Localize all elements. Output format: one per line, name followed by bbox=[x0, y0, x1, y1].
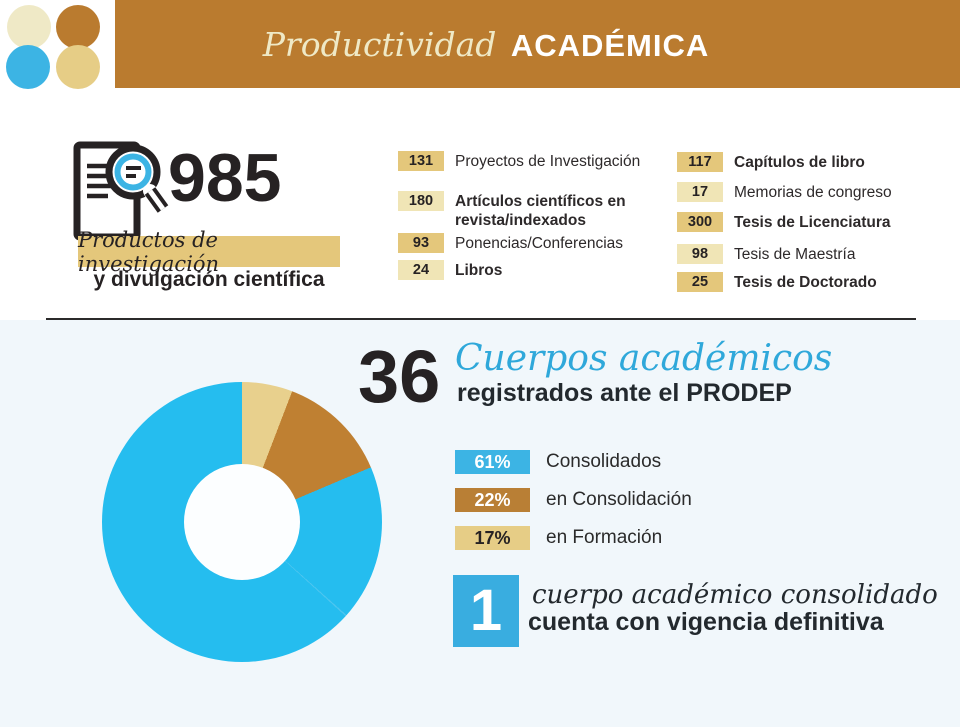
stat-row bbox=[398, 233, 623, 253]
header-banner bbox=[115, 0, 960, 88]
stat-value-badge: 131 bbox=[398, 151, 444, 171]
logo-circles bbox=[0, 0, 110, 95]
circle-brown bbox=[56, 5, 100, 49]
stat-row bbox=[677, 244, 855, 264]
research-caption-line2: y divulgación científica bbox=[93, 268, 325, 291]
stat-value-badge: 180 bbox=[398, 191, 444, 211]
highlight-line2: cuenta con vigencia definitiva bbox=[528, 608, 884, 636]
stat-value-badge: 25 bbox=[677, 272, 723, 292]
circle-tan bbox=[56, 45, 100, 89]
legend-pct-badge: 22% bbox=[455, 488, 530, 512]
cuerpos-donut-chart bbox=[102, 382, 382, 662]
highlight-line1: cuerpo académico consolidado bbox=[532, 580, 938, 610]
legend-pct-badge: 61% bbox=[455, 450, 530, 474]
legend-row bbox=[455, 450, 661, 474]
stat-row bbox=[677, 152, 865, 172]
page-title-bold: ACADÉMICA bbox=[510, 27, 710, 63]
cuerpos-subtitle: registrados ante el PRODEP bbox=[457, 379, 792, 407]
research-total: 985 bbox=[168, 140, 282, 216]
stat-label: Tesis de Licenciatura bbox=[734, 214, 891, 231]
stat-row bbox=[398, 260, 502, 280]
stat-label: Proyectos de Investigación bbox=[455, 153, 641, 170]
stat-value-badge: 117 bbox=[677, 152, 723, 172]
stat-row bbox=[677, 182, 892, 202]
stat-row bbox=[398, 191, 667, 230]
cuerpos-title: Cuerpos académicos bbox=[455, 338, 833, 379]
stat-label: Artículos científicos en revista/indexados bbox=[455, 193, 626, 229]
legend-row bbox=[455, 526, 662, 550]
legend-label: en Formación bbox=[546, 527, 663, 548]
stat-label: Capítulos de libro bbox=[734, 154, 865, 171]
stat-label: Libros bbox=[455, 262, 503, 279]
legend-pct-badge: 17% bbox=[455, 526, 530, 550]
stat-row bbox=[677, 212, 891, 232]
stat-value-badge: 24 bbox=[398, 260, 444, 280]
legend-label: Consolidados bbox=[546, 451, 662, 472]
stat-value-badge: 98 bbox=[677, 244, 723, 264]
highlight-number-box bbox=[453, 575, 519, 647]
stat-label: Tesis de Doctorado bbox=[734, 274, 877, 291]
stat-label: Tesis de Maestría bbox=[734, 246, 856, 263]
stat-value-badge: 17 bbox=[677, 182, 723, 202]
circle-blue bbox=[6, 45, 50, 89]
research-caption-line1: Productos de investigación bbox=[78, 227, 220, 276]
page-title-italic: Productividad bbox=[262, 24, 497, 64]
stat-row bbox=[677, 272, 877, 292]
stat-label: Memorias de congreso bbox=[734, 184, 892, 201]
legend-label: en Consolidación bbox=[546, 489, 692, 510]
stat-value-badge: 300 bbox=[677, 212, 723, 232]
research-caption-highlight bbox=[78, 227, 340, 276]
circle-cream bbox=[7, 5, 51, 49]
cuerpos-total: 36 bbox=[358, 335, 441, 418]
legend-row bbox=[455, 488, 692, 512]
page-title bbox=[115, 25, 857, 64]
stat-label: Ponencias/Conferencias bbox=[455, 235, 624, 252]
stat-row bbox=[398, 151, 640, 171]
highlight-number: 1 bbox=[469, 578, 503, 643]
stat-value-badge: 93 bbox=[398, 233, 444, 253]
